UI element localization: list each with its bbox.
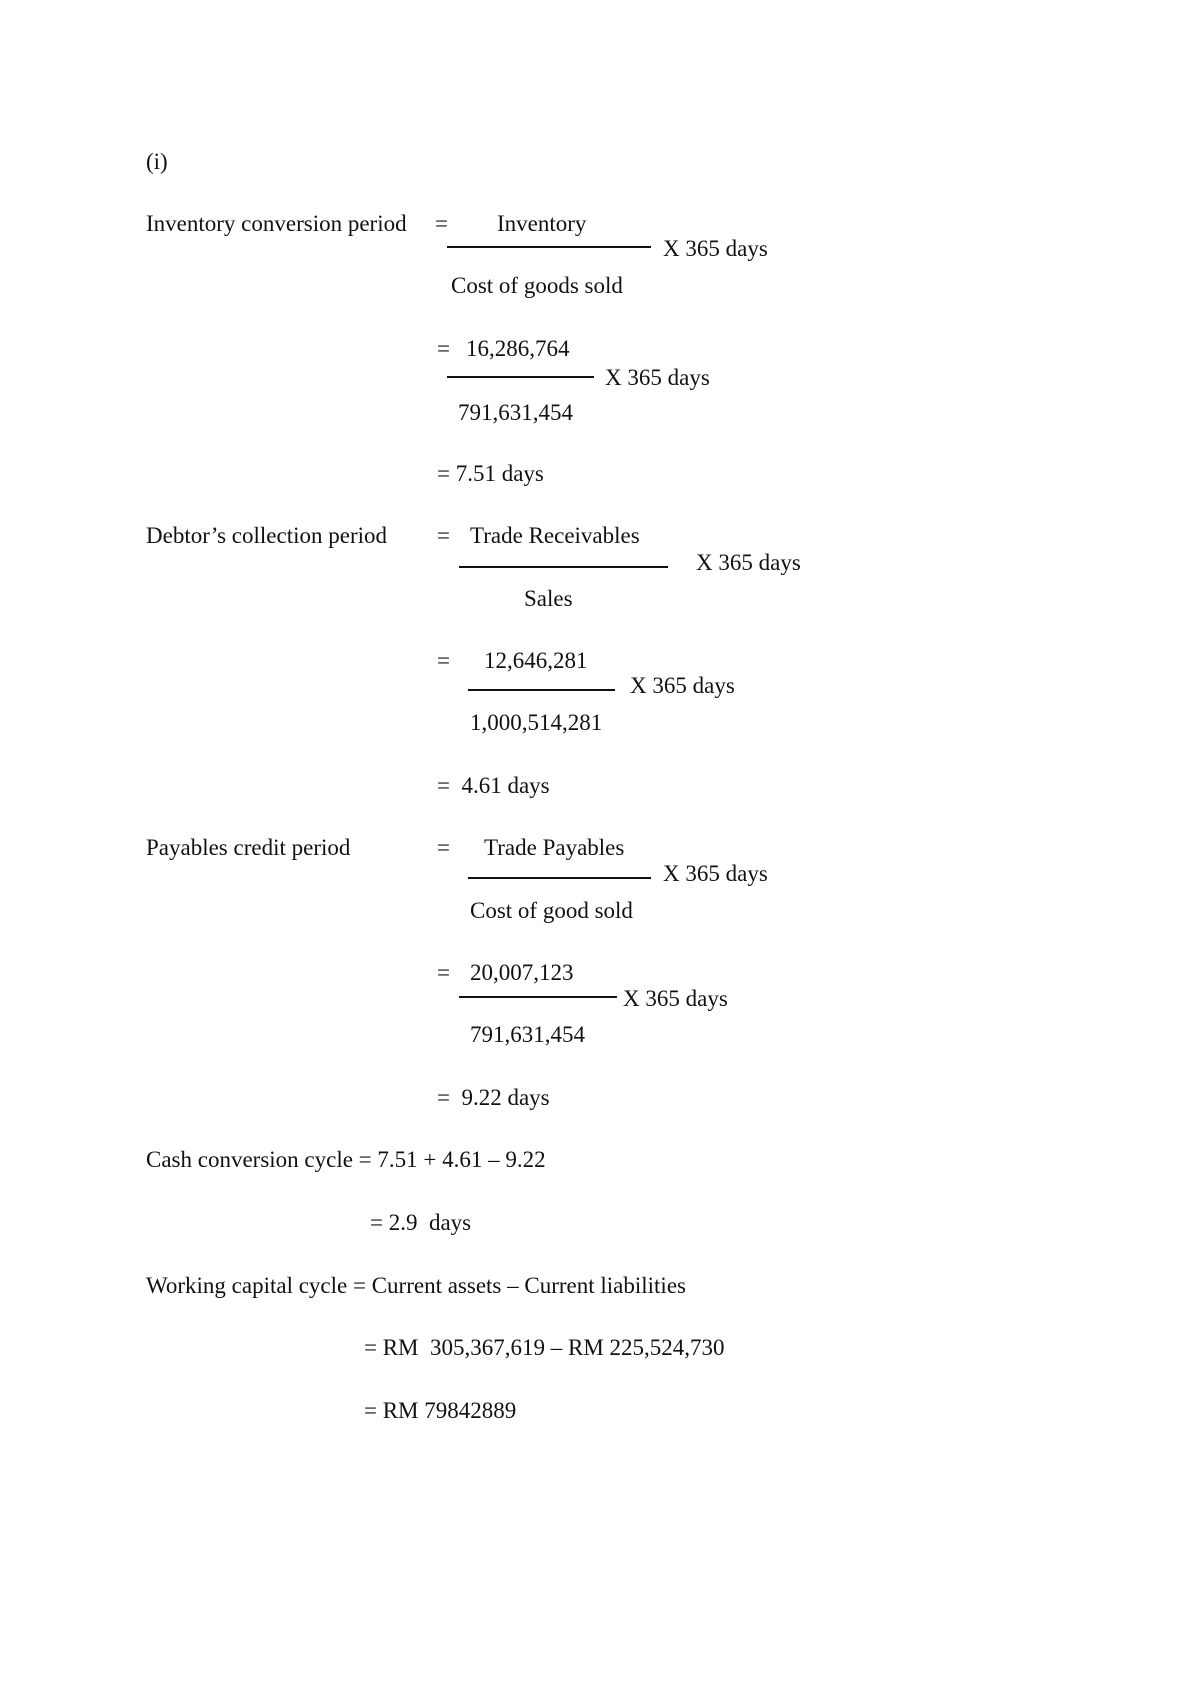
payables-denominator-value: 791,631,454 [470, 1022, 585, 1047]
inventory-fraction-bar [447, 246, 651, 248]
payables-equals-2: = [437, 960, 450, 985]
section-marker: (i) [146, 149, 168, 174]
cash-conversion-result: = 2.9 days [370, 1210, 472, 1235]
debtor-numerator-value: 12,646,281 [484, 648, 588, 673]
debtor-multiplier: X 365 days [696, 550, 801, 575]
working-capital-values: = RM 305,367,619 – RM 225,524,730 [364, 1335, 725, 1360]
cash-conversion-formula: Cash conversion cycle = 7.51 + 4.61 – 9.22 [146, 1147, 546, 1172]
inventory-multiplier-2: X 365 days [605, 365, 710, 390]
debtor-equals-2: = [437, 648, 450, 673]
inventory-denominator-value: 791,631,454 [458, 400, 573, 425]
payables-numerator: Trade Payables [484, 835, 625, 860]
payables-result: = 9.22 days [437, 1085, 550, 1110]
payables-value-fraction-bar [459, 996, 617, 998]
payables-denominator: Cost of good sold [470, 898, 633, 923]
payables-numerator-value: 20,007,123 [470, 960, 574, 985]
debtor-value-fraction-bar [468, 689, 615, 691]
debtor-label: Debtor’s collection period [146, 523, 388, 548]
inventory-value-fraction-bar [447, 376, 594, 378]
payables-label: Payables credit period [146, 835, 351, 860]
inventory-denominator: Cost of goods sold [451, 273, 623, 298]
working-capital-formula: Working capital cycle = Current assets – Current liabilities [146, 1273, 686, 1298]
inventory-label: Inventory conversion period [146, 211, 407, 236]
debtor-denominator-value: 1,000,514,281 [470, 710, 603, 735]
debtor-denominator: Sales [524, 586, 573, 611]
payables-fraction-bar [468, 877, 651, 879]
inventory-equals-2: = [437, 336, 450, 361]
inventory-numerator-value: 16,286,764 [466, 336, 570, 361]
payables-multiplier-2: X 365 days [623, 986, 728, 1011]
payables-equals: = [437, 835, 450, 860]
inventory-equals: = [435, 211, 448, 236]
debtor-equals: = [437, 523, 450, 548]
inventory-numerator: Inventory [497, 211, 587, 236]
debtor-numerator: Trade Receivables [470, 523, 640, 548]
payables-multiplier: X 365 days [663, 861, 768, 886]
debtor-fraction-bar [459, 566, 668, 568]
debtor-result: = 4.61 days [437, 773, 550, 798]
debtor-multiplier-2: X 365 days [630, 673, 735, 698]
inventory-result: = 7.51 days [437, 461, 544, 486]
inventory-multiplier: X 365 days [663, 236, 768, 261]
working-capital-result: = RM 79842889 [364, 1398, 517, 1423]
